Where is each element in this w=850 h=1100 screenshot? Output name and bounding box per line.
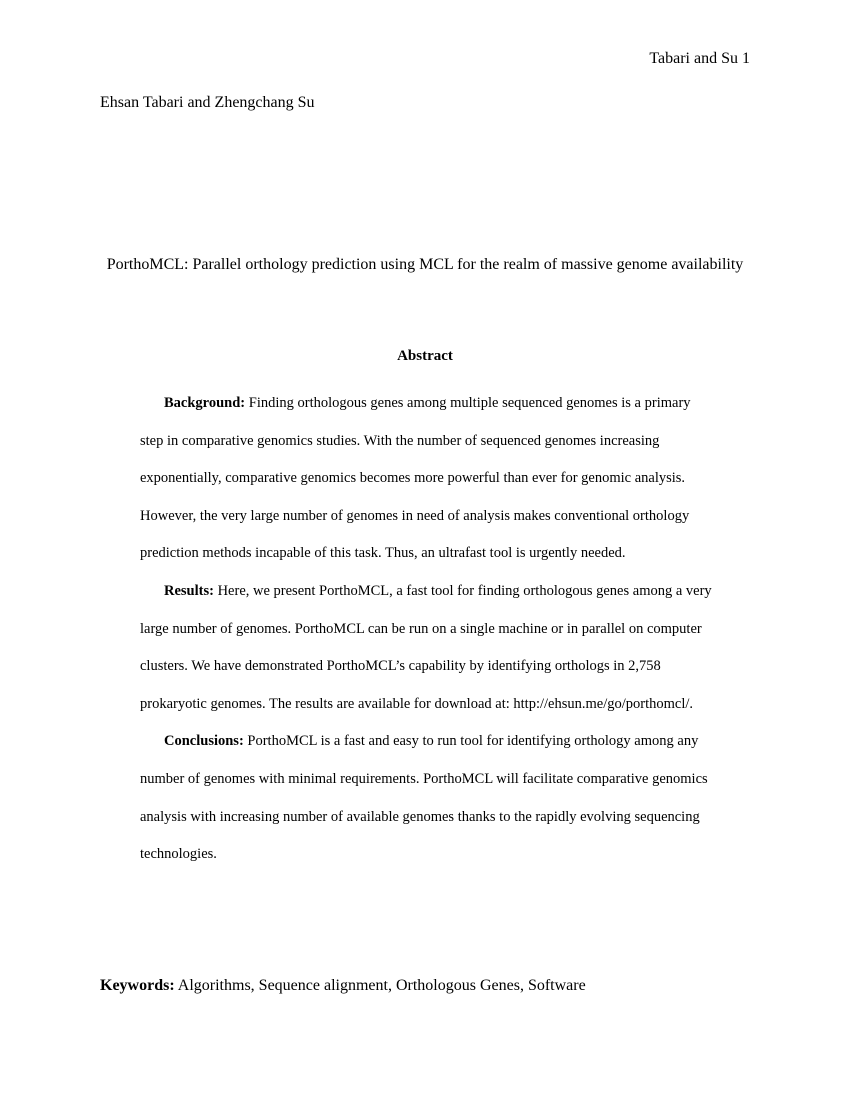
abstract-conclusions-paragraph — [140, 723, 712, 873]
abstract-background-paragraph — [140, 385, 712, 573]
author-names: Ehsan Tabari and Zhengchang Su — [100, 94, 315, 111]
keywords-line — [100, 975, 586, 997]
keywords-label: Keywords: — [100, 977, 175, 994]
running-head: Tabari and Su 1 — [649, 50, 750, 67]
abstract-results-paragraph — [140, 573, 712, 723]
results-text: Here, we present PorthoMCL, a fast tool for finding orthologous genes among a very large number of genomes. PorthoMCL can be run on a single machine or in parallel on computer clusters. We have demonstrated PorthoMCL’s capability by identifying orthologs in 2,758 prokaryotic genomes. The results are available for download at: http://ehsun.me/go/porthomcl/. — [140, 582, 712, 712]
results-label: Results: — [164, 582, 214, 599]
background-label: Background: — [164, 395, 246, 411]
background-text: Finding orthologous genes among multiple sequenced genomes is a primary step in comparative genomics studies. With the number of sequenced genomes increasing exponentially, comparative genomics becomes more powerful than ever for genomic analysis. However, the very large number of genomes in need of analysis makes conventional orthology prediction methods incapable of this task. Thus, an ultrafast tool is urgently needed. — [140, 395, 691, 562]
paper-title: PorthoMCL: Parallel orthology prediction using MCL for the realm of massive genome availability — [106, 256, 744, 273]
conclusions-label: Conclusions: — [164, 733, 244, 750]
abstract-heading: Abstract — [397, 348, 453, 364]
conclusions-text: PorthoMCL is a fast and easy to run tool for identifying orthology among any number of genomes with minimal requirements. PorthoMCL will facilitate comparative genomics analysis with increasing number of available genomes thanks to the rapidly evolving sequencing technologies. — [140, 733, 708, 863]
keywords-text: Algorithms, Sequence alignment, Orthologous Genes, Software — [177, 977, 586, 994]
abstract-body — [140, 385, 712, 874]
